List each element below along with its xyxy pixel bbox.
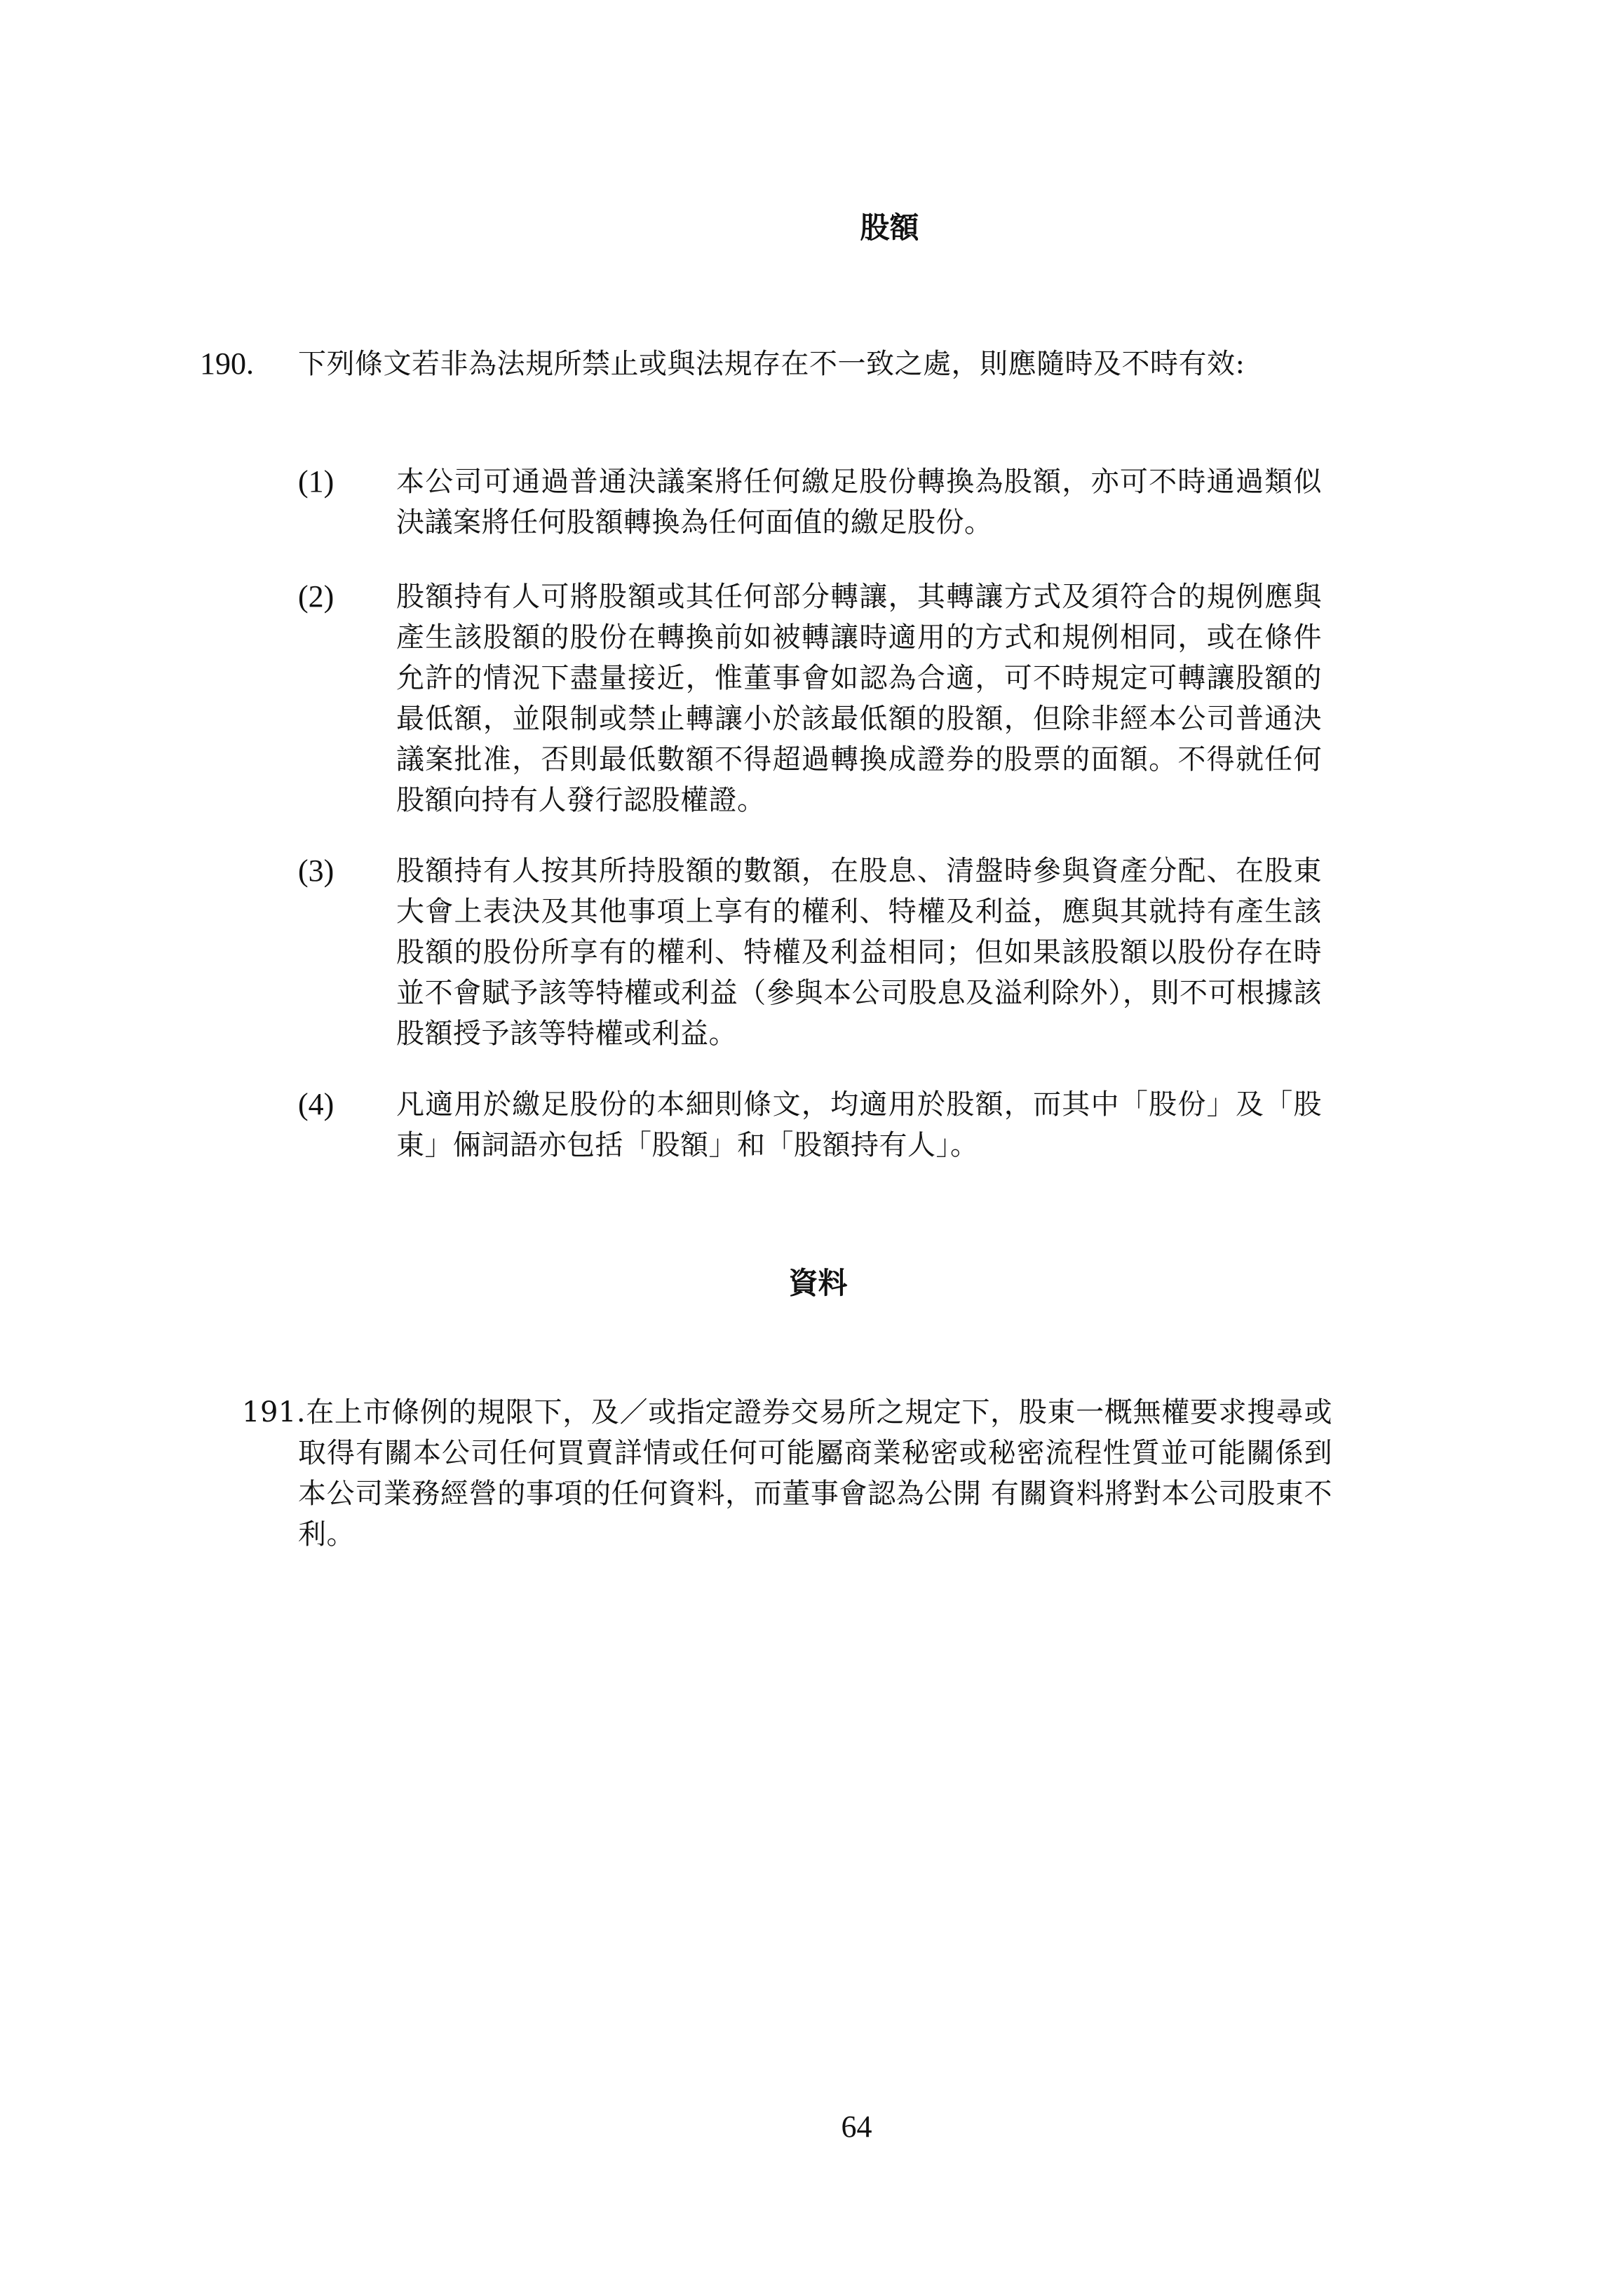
page-number: 64	[841, 2109, 872, 2144]
clause-191	[242, 1392, 1332, 1555]
clause-text: 下列條文若非為法規所禁止或與法規存在不一致之處，則應隨時及不時有效:	[298, 348, 1245, 380]
section-heading-information: 資料	[788, 1266, 848, 1300]
section-heading-share-stock: 股額	[860, 210, 919, 245]
clause-paragraph	[242, 1392, 1332, 1555]
sub-clause-1	[298, 461, 1322, 543]
clause-number: 190.	[200, 346, 254, 381]
sub-clause-4	[298, 1084, 1322, 1166]
sub-clause-label: (4)	[298, 1087, 334, 1121]
sub-clause-label: (1)	[298, 464, 334, 499]
sub-clause-2	[298, 576, 1322, 821]
sub-clause-text: 本公司可通過普通決議案將任何繳足股份轉換為股額，亦可不時通過類似決議案將任何股額轉換為任何面值的繳足股份。	[396, 466, 1322, 539]
sub-clause-label: (2)	[298, 579, 334, 614]
clause-number: 191.	[242, 1396, 306, 1429]
sub-clause-text: 凡適用於繳足股份的本細則條文，均適用於股額，而其中「股份」及「股東」倆詞語亦包括「股額」和「股額持有人」。	[396, 1088, 1322, 1161]
sub-clause-label: (3)	[298, 853, 334, 888]
sub-clause-3	[298, 851, 1322, 1054]
sub-clause-text: 股額持有人可將股額或其任何部分轉讓，其轉讓方式及須符合的規例應與產生該股額的股份在轉換前如被轉讓時適用的方式和規例相同，或在條件允許的情況下盡量接近，惟董事會如認為合適，可不時規定可轉讓股額的最低額，並限制或禁止轉讓小於該最低額的股額，但除非經本公司普通決議案批准，否則最低數額不得超過轉換成證券的股票的面額。不得就任何股額向持有人發行認股權證。	[396, 581, 1322, 816]
sub-clause-text: 股額持有人按其所持股額的數額，在股息、清盤時參與資產分配、在股東大會上表決及其他事項上享有的權利、特權及利益，應與其就持有產生該股額的股份所享有的權利、特權及利益相同；但如果該股額以股份存在時並不會賦予該等特權或利益（參與本公司股息及溢利除外），則不可根據該股額授予該等特權或利益。	[396, 855, 1322, 1050]
clause-190	[200, 344, 1322, 384]
clause-text: 在上市條例的規限下，及／或指定證券交易所之規定下，股東一概無權要求搜尋或取得有關本公司任何買賣詳情或任何可能屬商業秘密或秘密流程性質並可能關係到本公司業務經營的事項的任何資料，而董事會認為公開 有關資料將對本公司股東不利。	[298, 1396, 1332, 1551]
